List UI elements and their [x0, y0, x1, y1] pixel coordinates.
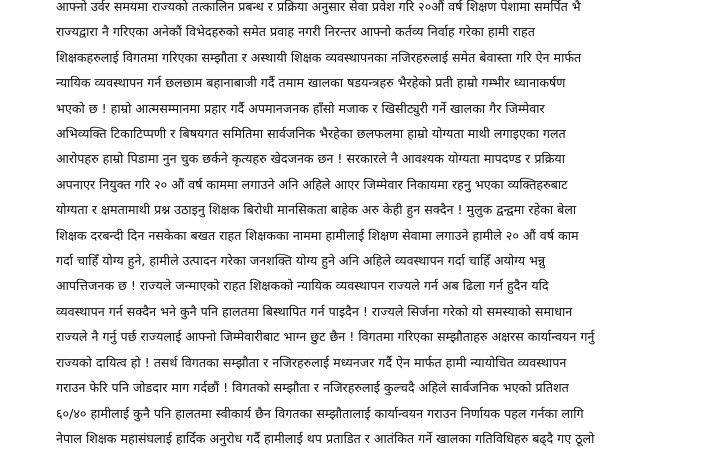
text-line: शिक्षक दरबन्दी दिन नसकेका बखत राहत शिक्षकका नाममा हामीलाई शिक्षण सेवामा लगाउने हामीले २० औं वर्ष काम — [56, 227, 579, 243]
text-line: गराउन फेरि पनि जोडदार माग गर्दछौं ! विगतको सम्झौता र नजिरहरुलाई कुल्चदै अहिले सार्वजनिक भएको प्रतिशत — [56, 380, 569, 396]
text-line: अपनाएर नियुक्त गरि २० औं वर्ष काममा लगाउने अनि अहिले आएर जिम्मेवार निकायमा रहनु भएका व्यक्तिहरुबाट — [56, 176, 568, 192]
text-line: व्यवस्थापन गर्न सक्दैन भने कुनै पनि हालतमा बिस्थापित गर्न पाइदैन ! राज्यले सिर्जना गरेको यो समस्याको समाधान — [56, 303, 573, 319]
text-line: राज्यले नै गर्नु पर्छ राज्यलाई आफ्नो जिम्मेवारीबाट भाग्न छुट छैन ! विगतमा गरिएका सम्झौताहरु अक्षरस कार्यान्वयन गर्नु — [56, 329, 595, 345]
body-paragraph — [56, 0, 688, 451]
text-line: गर्दा चाहिँ योग्य हुने, हामीले उत्पादन गरेका जनशक्ति योग्य हुने अनि अहिले व्यवस्थापन गर्दा चाहिँ अयोग्य भन्नु — [56, 253, 546, 269]
text-line: योग्यता र क्षमतामाथी प्रश्न उठाइनु शिक्षक बिरोधी मानसिकता बाहेक अरु केही हुन सक्दैन ! मुलुक द्वन्द्वमा रहेका बेला — [56, 202, 577, 218]
text-line: ६०/४० हामीलाई कुनै पनि हालतमा स्वीकार्य छैन विगतका सम्झौतालाई कार्यान्वयन गराउन निर्णायक पहल गर्नका लागि — [56, 405, 584, 421]
text-line: आरोपहरु हाम्रो पिडामा नुन चुक छर्कने कृत्यहरु खेदजनक छन ! सरकारले नै आवश्यक योग्यता मापदण्ड र प्रक्रिया — [56, 151, 565, 167]
text-line: भएको छ ! हाम्रो आत्मसम्मानमा प्रहार गर्दै अपमानजनक हाँसो मजाक र खिसीट्युरी गर्ने खालका गैर जिम्मेवार — [56, 100, 545, 116]
text-line: नेपाल शिक्षक महासंघलाई हार्दिक अनुरोध गर्दै हामीलाई थप प्रताडित र आतंकित गर्ने खालका गतिविधिहरु बढ्दै गए ठूलो — [56, 430, 595, 446]
text-line: शिक्षकहरुलाई विगतमा गरिएका सम्झौता र अस्थायी शिक्षक व्यवस्थापनका नजिरहरुलाई समेत बेवास्ता गरि ऐन मार्फत — [56, 49, 582, 65]
text-line: राज्यको दायित्व हो ! तसर्थ विगतका सम्झौता र नजिरहरुलाई मध्यनजर गर्दै ऐन मार्फत हामी न्यायोचित व्यवस्थापन — [56, 354, 567, 370]
text-line: न्यायिक व्यवस्थापन गर्न छलछाम बहानाबाजी गर्दै तमाम खालका षडयन्त्रहरु भैरहेको प्रती हाम्रो गम्भीर ध्यानाकर्षण — [56, 75, 566, 91]
text-line: आपत्तिजनक छ ! राज्यले जन्माएको राहत शिक्षकको न्यायिक व्यवस्थापन राज्यले गर्न अब ढिला गर्न हुदैन यदि — [56, 278, 549, 294]
text-line: आफ्नो उर्वर समयमा राज्यको तत्कालिन प्रबन्ध र प्रक्रिया अनुसार सेवा प्रवेश गरि २०औं वर्ष शिक्षण पेशामा समर्पित भै — [56, 0, 581, 14]
text-line: राज्यद्वारा नै गरिएका अनेकौं विभेदहरुको समेत प्रवाह नगरी निरन्तर आफ्नो कर्तव्य निर्वाह गरेका हामी राहत — [56, 24, 535, 40]
text-line: अभिव्यक्ति टिकाटिप्पणी र बिषयगत समितिमा सार्वजनिक भैरहेका छलफलमा हाम्रो योग्यता माथी लगाइएका गलत — [56, 126, 566, 142]
